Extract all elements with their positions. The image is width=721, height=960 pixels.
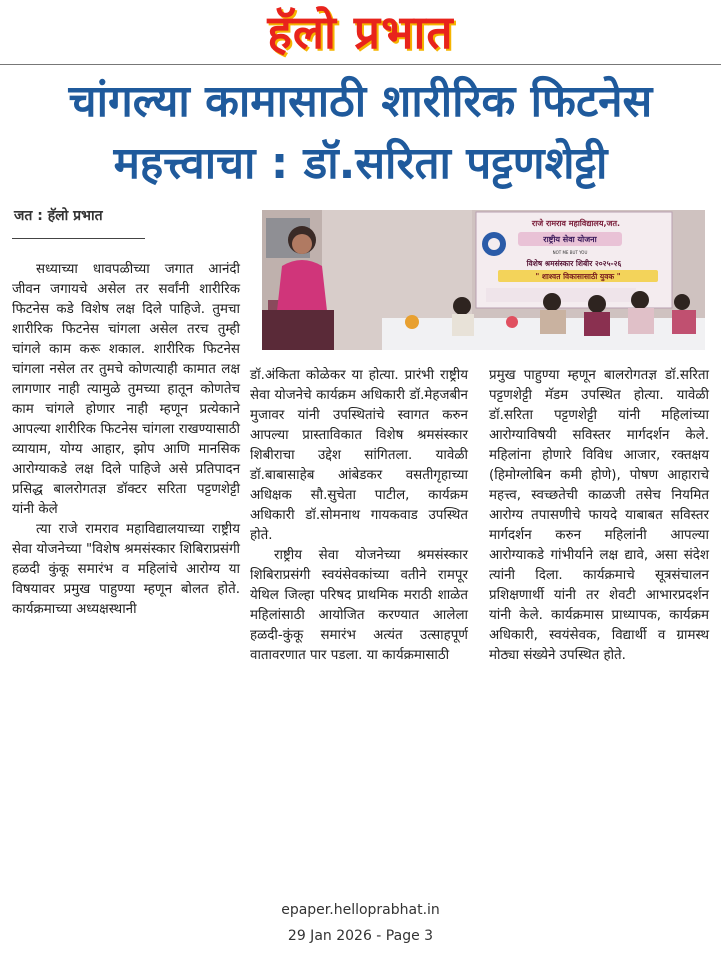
event-photo-illustration: [262, 210, 705, 350]
article-column-1: [12, 260, 240, 620]
footer-date-page: 29 Jan 2026 - Page 3: [287, 928, 434, 944]
banner-nss: राष्ट्रीय सेवा योजना: [543, 235, 597, 244]
article-column-2: [250, 366, 468, 666]
footer-url[interactable]: epaper.helloprabhat.in: [281, 902, 440, 918]
banner-camp-title: विशेष श्रमसंस्कार शिबीर २०२५-२६: [526, 259, 622, 268]
article-column-3: [489, 366, 709, 666]
article-paragraph: डॉ.अंकिता कोळेकर या होत्या. प्रारंभी राष्ट्रीय सेवा योजनेचे कार्यक्रम अधिकारी डॉ.मेहजबीन मुजावर यांनी उपस्थितांचे स्वागत करुन आपल्या प्रास्ताविकात विशेष श्रमसंस्कार शिबीराचा उद्देश सांगितला. यावेळी डॉ.बाबासाहेब आंबेडकर वसतीगृहाच्या अधिक्षक सौ.सुचेता पाटील, कार्यक्रम अधिकारी डॉ.सोमनाथ गायकवाड उपस्थित होते.: [250, 368, 468, 543]
dateline: जत : हॅलो प्रभात: [14, 208, 103, 224]
event-photo: [262, 210, 705, 350]
dateline-divider: [12, 238, 145, 239]
article-paragraph: त्या राजे रामराव महाविद्यालयाच्या राष्ट्रीय सेवा योजनेच्या "विशेष श्रमसंस्कार शिबिराप्रसंगी हळदी कुंकू समारंभ व महिलांचे आरोग्य या विषयावर प्रमुख पाहुण्या म्हणून बोलत होते. कार्यक्रमाच्या अध्यक्षस्थानी: [12, 522, 240, 617]
banner-motto: NOT ME BUT YOU: [552, 250, 588, 255]
masthead: [0, 0, 721, 64]
banner-college-name: राजे रामराव महाविद्यालय,जत.: [531, 219, 621, 228]
masthead-divider: [0, 64, 721, 65]
headline-line-2: महत्त्वाचा : डॉ.सरिता पट्टणशेट्टी: [113, 138, 608, 189]
newspaper-logo: हॅलो प्रभात: [267, 5, 454, 59]
article-paragraph: राष्ट्रीय सेवा योजनेच्या श्रमसंस्कार शिबिराप्रसंगी स्वयंसेवकांच्या वतीने रामपूर येथिल जिल्हा परिषद प्राथमिक मराठी शाळेत महिलांसाठी आयोजित करण्यात आलेला हळदी-कुंकू समारंभ अत्यंत उत्साहपूर्ण वातावरणात पार पडला. या कार्यक्रमासाठी: [250, 548, 468, 663]
banner-theme: " शाश्वत विकासासाठी युवक ": [535, 272, 621, 281]
headline-line-1: चांगल्या कामासाठी शारीरिक फिटनेस: [68, 76, 653, 127]
article-paragraph: सध्याच्या धावपळीच्या जगात आनंदी जीवन जगायचे असेल तर सर्वांनी शारीरिक फिटनेस कडे विशेष लक्ष दिले पाहिजे. तुमचा शारीरिक फिटनेस चांगला असेल तरच तुम्ही चांगले काम करू शकाल. शारीरिक फिटनेस चांगला नसेल तर तुमचे कोणत्याही कामात लक्ष लागणार नाही त्यामुळे तुमच्या हातून कोणतेच काम चांगले होणार नाही म्हणून प्रत्येकाने आपल्या शारीरिक फिटनेस चांगला राखण्यासाठी व्यायाम, योग्य आहार, झोप आणि मानसिक आरोग्याकडे लक्ष दिले पाहिजे असे प्रतिपादन प्रसिद्ध बालरोगतज्ञ डॉक्टर सरिता पट्टणशेट्टी यांनी केले: [12, 262, 240, 517]
article-paragraph: प्रमुख पाहुण्या म्हणून बालरोगतज्ञ डॉ.सरिता पट्टणशेट्टी मॅडम उपस्थित होत्या. यावेळी डॉ.सरिता पट्टणशेट्टी यांनी महिलांच्या आरोग्याविषयी सविस्तर मार्गदर्शन केले. महिलांना होणारे विविध आजार, रक्तक्षय (हिमोग्लोबिन कमी होणे), पोषण आहाराचे महत्त्व, स्वच्छतेची काळजी तसेच नियमित आरोग्य तपासणीचे फायदे याबाबत सविस्तर मार्गदर्शन करुन महिलांनी आपल्या आरोग्याकडे गांभीर्याने लक्ष द्यावे, असा संदेश त्यांनी दिला. कार्यक्रमाचे सूत्रसंचालन प्रशिक्षणार्थी यांनी तर शेवटी आभारप्रदर्शन यांनी केले. कार्यक्रमास प्राध्यापक, कार्यक्रम अधिकारी, स्वयंसेवक, विद्यार्थी व ग्रामस्थ मोठ्या संख्येने उपस्थित होते.: [489, 368, 709, 663]
